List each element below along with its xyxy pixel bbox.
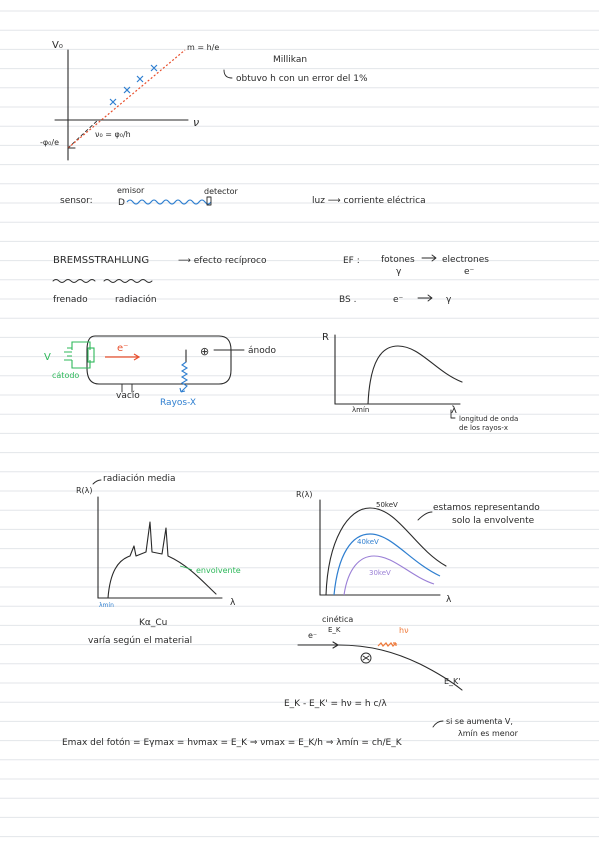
bremsstrahlung-arrow-text: ⟶ efecto recíproco [178, 256, 267, 266]
r-y-label: R [322, 332, 329, 343]
material-spectrum-graph [76, 473, 241, 646]
r-spectrum-graph [322, 332, 518, 432]
r-x-label: λ [451, 405, 457, 416]
kev-x-label: λ [446, 595, 452, 605]
underline-radiacion [104, 280, 152, 283]
mat-envelope: envolvente [196, 566, 241, 575]
word-radiacion: radiación [115, 295, 157, 305]
anode-label: ánodo [248, 346, 276, 356]
electron-incoming-arrow [298, 642, 338, 648]
note-2: λmín es menor [458, 729, 518, 738]
kev-label-30: 30keV [369, 569, 391, 577]
ef-to-symbol: e⁻ [464, 267, 475, 277]
sensor-emitter: emisor [117, 186, 145, 195]
bremsstrahlung-block [53, 255, 489, 305]
tube-outline [87, 336, 231, 384]
sensor-block [60, 186, 426, 208]
mat-title-arrow [93, 480, 101, 484]
kev-spectrum-graph [296, 490, 540, 605]
mat-title: radiación media [103, 474, 176, 484]
r-curve [368, 346, 462, 404]
ef-from-symbol: γ [396, 267, 402, 277]
bs-label: BS . [339, 295, 357, 305]
vacuum-label: vacío [116, 391, 140, 401]
millikan-slope-label: m = h/e [187, 43, 220, 52]
mat-curve [108, 522, 216, 598]
mat-lambda-min: λmín [99, 602, 114, 609]
kev-note-1: estamos representando [433, 503, 540, 513]
main-equation: Emax del fotón = Eγmax = hνmax = E_K ⇒ νmax = E_K/h ⇒ λmín = ch/E_K [62, 738, 402, 748]
nucleus-mark [363, 656, 369, 660]
anode-plus: ⊕ [200, 345, 210, 358]
kev-note-2: solo la envolvente [452, 516, 535, 526]
bs-to: γ [446, 295, 452, 305]
r-lambda-min: λmín [352, 406, 370, 414]
bremsstrahlung-title: BREMSSTRAHLUNG [53, 255, 150, 266]
sensor-light-wave [127, 200, 211, 204]
kev-y-label: R(λ) [296, 490, 313, 499]
mat-y-label: R(λ) [76, 486, 93, 495]
millikan-y-label: V₀ [52, 40, 63, 51]
bs-from: e⁻ [393, 295, 404, 305]
collision-ek-prime: E_K' [444, 677, 461, 686]
collision-electron: e⁻ [308, 631, 318, 640]
collision-ek: E_K [328, 626, 341, 634]
mat-x-label: λ [230, 598, 236, 608]
voltage-label: V [44, 352, 51, 363]
kev-label-40: 40keV [357, 538, 379, 546]
collision-kinetic: cinética [322, 615, 354, 624]
kev-curve-40 [334, 534, 440, 595]
electron-beam-arrow [105, 354, 139, 360]
xray-emission-arrow [180, 362, 187, 392]
note-1: si se aumenta V, [446, 717, 513, 726]
ef-to: electrones [442, 255, 489, 265]
millikan-title: Millikan [273, 55, 308, 65]
xrays-label: Rayos-X [160, 398, 197, 408]
bs-arrow [418, 295, 432, 301]
cathode-label: cátodo [52, 371, 80, 380]
ef-label: EF : [343, 256, 360, 266]
millikan-note: obtuvo h con un error del 1% [236, 74, 368, 84]
equations-block [62, 699, 519, 748]
millikan-intercept-x: ν₀ = φ₀/h [95, 130, 131, 139]
mat-caption: varía según el material [88, 636, 193, 646]
electron-label: e⁻ [117, 343, 129, 354]
kev-label-50: 50keV [376, 501, 398, 509]
sensor-label: sensor: [60, 196, 93, 206]
cathode-circuit [64, 342, 94, 368]
millikan-intercept-y: -φ₀/e [40, 138, 59, 147]
millikan-x-label: ν [193, 116, 200, 129]
note-arrow [433, 721, 443, 727]
ef-from: fotones [381, 255, 415, 265]
r-note-2: de los rayos-x [459, 424, 508, 432]
xray-tube-diagram [44, 336, 276, 408]
sensor-detector: detector [204, 187, 238, 196]
energy-balance: E_K - E_K' = hν = h c/λ [284, 699, 387, 709]
sensor-relation: luz ⟶ corriente eléctrica [312, 196, 426, 206]
millikan-data-points [110, 65, 157, 105]
millikan-note-arrow [224, 70, 232, 78]
mat-k-alpha: Kα_Cu [139, 618, 168, 628]
collision-diagram [298, 614, 462, 690]
word-frenado: frenado [53, 295, 88, 305]
underline-frenado [53, 280, 95, 283]
millikan-extrapolation [68, 120, 98, 148]
sensor-emitter-symbol: D [118, 198, 125, 208]
kev-note-arrow [418, 512, 432, 520]
millikan-graph [40, 40, 368, 160]
collision-photon: hν [399, 626, 409, 635]
r-note-1: longitud de onda [459, 415, 519, 423]
ef-arrow [422, 255, 436, 261]
photon-wave [378, 643, 396, 646]
